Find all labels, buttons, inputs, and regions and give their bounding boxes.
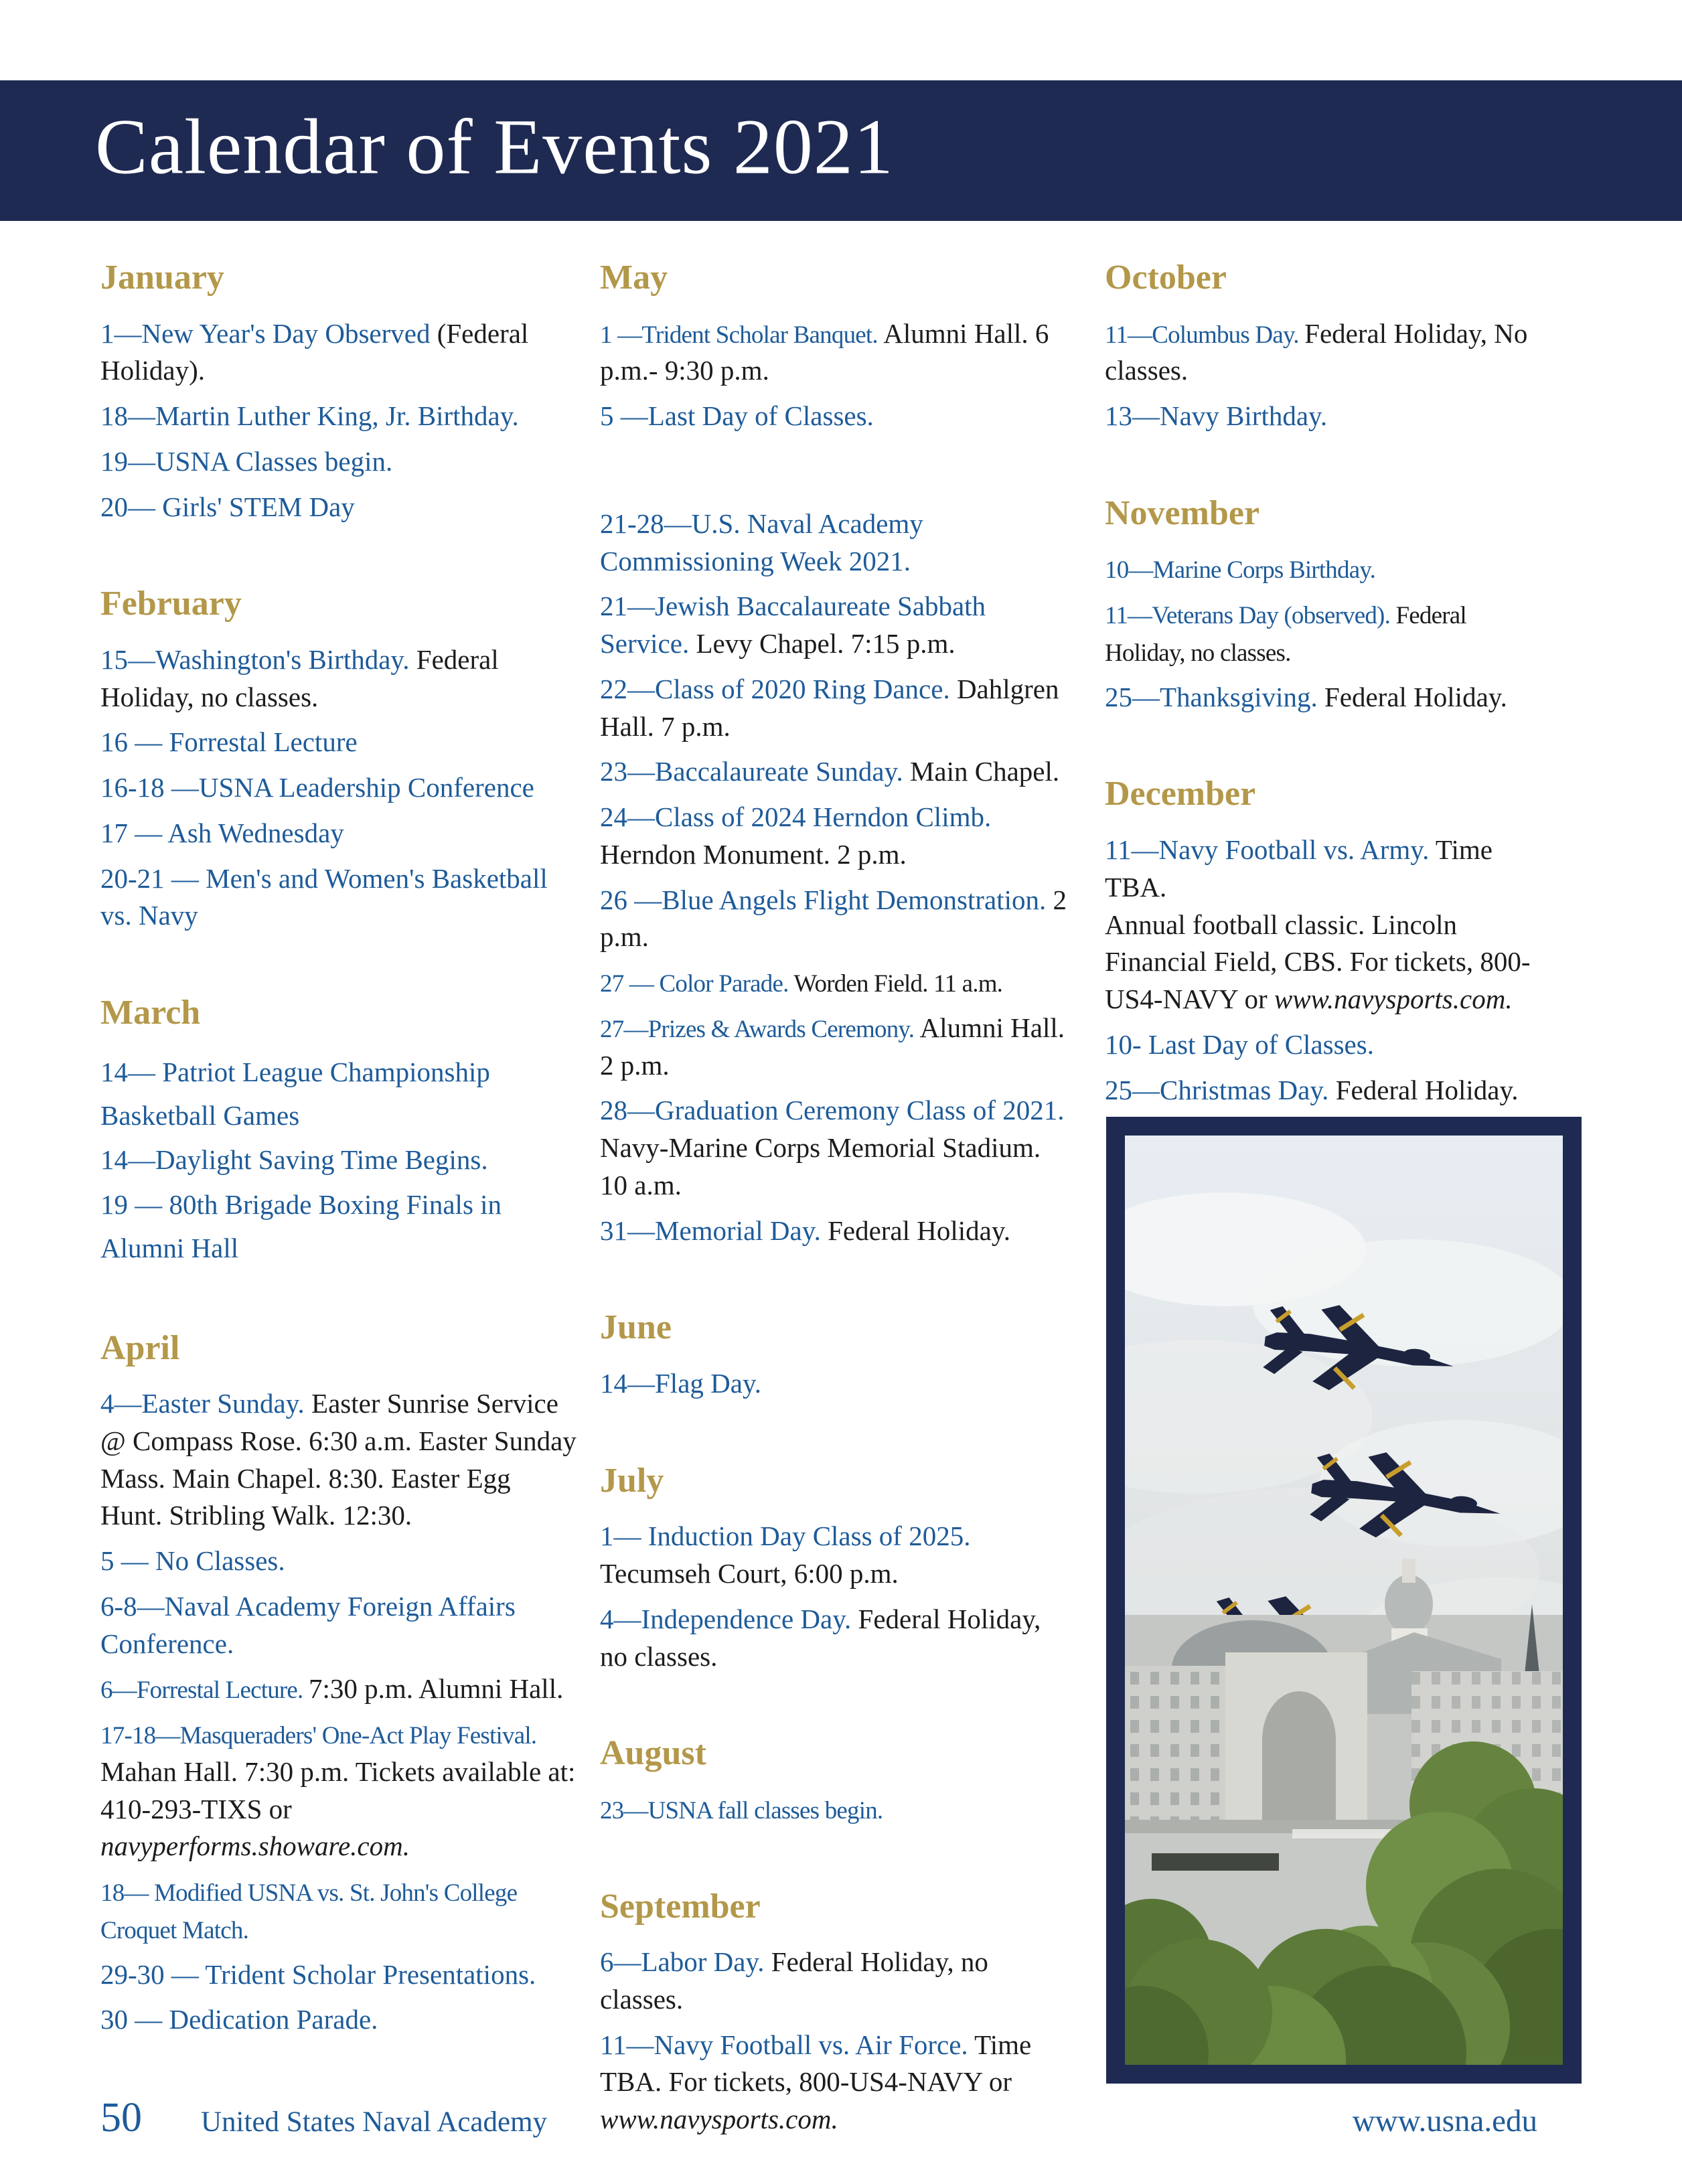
event-text: [600, 588, 1073, 663]
event-segment: Mahan Hall. 7:30 p.m. Tickets available at: 410-293-TIXS or: [100, 1756, 576, 1824]
event-segment: Federal Holiday, no classes.: [1105, 602, 1466, 667]
event-segment: 19 — 80th Brigade Boxing Finals in Alumni Hall: [100, 1189, 502, 1263]
event-segment: (Federal Holiday).: [100, 317, 529, 386]
event-segment: 1—New Year's Day Observed: [100, 317, 437, 349]
event-segment: 1 —Trident Scholar Banquet.: [600, 321, 884, 349]
event-segment: Time TBA. For tickets, 800-US4-NAVY or: [600, 2029, 1032, 2098]
event-text: [100, 1050, 577, 1138]
event-segment: Alumni Hall. 2 p.m.: [600, 1012, 1065, 1081]
event-text: [600, 1791, 1073, 1828]
event-segment: Easter Sunrise Service @ Compass Rose. 6:30 a.m. Easter Sunday Mass. Main Chapel. 8:30. Easter Egg Hunt. Stribling Walk. 12:30.: [100, 1388, 577, 1531]
month-heading-february: February: [100, 584, 242, 623]
event-text: [100, 489, 577, 526]
event-segment: 30 — Dedication Parade.: [100, 2004, 378, 2035]
month-heading-october: October: [1105, 258, 1227, 297]
footer-website: www.usna.edu: [1352, 2104, 1537, 2138]
event-segment: Navy-Marine Corps Memorial Stadium. 10 a.m.: [600, 1132, 1041, 1200]
event-segment: Federal Holiday, no classes.: [100, 643, 499, 712]
month-heading-august: August: [600, 1734, 706, 1773]
column-2: [600, 260, 1073, 2147]
event-segment: 18— Modified USNA vs. St. John's College Croquet Match.: [100, 1879, 518, 1944]
event-segment: Worden Field. 11 a.m.: [793, 970, 1003, 998]
event-segment: 29-30 — Trident Scholar Presentations.: [100, 1958, 536, 1990]
event-segment: 19—USNA Classes begin.: [100, 445, 393, 477]
footer: [100, 2094, 1537, 2142]
event-segment: 27 — Color Parade.: [600, 970, 794, 998]
month-heading-june: June: [600, 1308, 672, 1347]
title-banner: [0, 80, 1682, 221]
event-text: [100, 315, 577, 390]
event-segment: Federal Holiday.: [828, 1215, 1010, 1246]
blue-angels-photo: [1125, 1136, 1563, 2065]
month-heading-may: May: [600, 258, 668, 297]
event-segment: 18—Martin Luther King, Jr. Birthday.: [100, 400, 519, 432]
month-heading-march: March: [100, 994, 201, 1032]
event-text: [600, 799, 1073, 874]
event-text: [600, 1213, 1073, 1250]
event-segment: 14—Daylight Saving Time Begins.: [100, 1144, 488, 1176]
event-text: [1105, 398, 1545, 435]
event-text: [1105, 596, 1545, 671]
event-segment: Annual football classic. Lincoln Financial Field, CBS. For tickets, 800-US4-NAVY or: [1105, 909, 1531, 1015]
event-text: [100, 1716, 577, 1865]
event-segment: Alumni Hall. 6 p.m.- 9:30 p.m.: [600, 317, 1049, 386]
event-text: [600, 315, 1073, 390]
event-segment: Federal Holiday.: [1335, 1074, 1519, 1105]
event-segment: Federal Holiday, no classes.: [600, 1946, 988, 2015]
event-segment: 17 — Ash Wednesday: [100, 817, 344, 848]
month-heading-november: November: [1105, 493, 1260, 532]
event-text: [600, 753, 1073, 791]
event-segment: 25—Thanksgiving.: [1105, 681, 1324, 712]
event-segment: 22—Class of 2020 Ring Dance.: [600, 673, 957, 704]
event-text: [100, 443, 577, 481]
event-segment: 1— Induction Day Class of 2025.: [600, 1520, 971, 1552]
page-title: Calendar of Events 2021: [95, 102, 894, 191]
event-segment: Federal Holiday, no classes.: [600, 1603, 1041, 1672]
event-text: [100, 1956, 577, 1994]
event-segment: Tecumseh Court, 6:00 p.m.: [600, 1558, 899, 1589]
event-segment: Herndon Monument. 2 p.m.: [600, 838, 907, 870]
month-heading-january: January: [100, 258, 224, 297]
event-text: [100, 1183, 577, 1270]
column-3: [1105, 260, 1545, 1117]
event-text: [600, 1518, 1073, 1593]
event-text: [100, 1138, 577, 1182]
event-segment: 10—Marine Corps Birthday.: [1105, 556, 1376, 584]
event-text: [600, 882, 1073, 957]
event-segment: 21—Jewish Baccalaureate Sabbath Service.: [600, 591, 986, 659]
event-text: [100, 724, 577, 761]
event-text: [600, 1010, 1073, 1085]
event-text: [600, 1092, 1073, 1204]
event-segment: navyperforms.showare.com.: [100, 1830, 410, 1862]
footer-organization: United States Naval Academy: [201, 2106, 548, 2138]
event-segment: 25—Christmas Day.: [1105, 1074, 1336, 1105]
event-text: [1105, 1026, 1545, 1064]
event-text: [600, 671, 1073, 746]
event-segment: 11—Columbus Day.: [1105, 321, 1305, 349]
event-text: [100, 1543, 577, 1580]
event-segment: 31—Memorial Day.: [600, 1215, 828, 1246]
event-segment: Main Chapel.: [909, 756, 1060, 787]
event-text: [1105, 1072, 1545, 1109]
event-segment: 11—Navy Football vs. Army.: [1105, 834, 1436, 866]
event-text: [600, 1601, 1073, 1676]
event-segment: Levy Chapel. 7:15 p.m.: [696, 628, 955, 659]
event-segment: 10- Last Day of Classes.: [1105, 1028, 1374, 1060]
page-number: 50: [100, 2095, 142, 2140]
event-text: [100, 641, 577, 716]
event-segment: 5 —Last Day of Classes.: [600, 400, 874, 432]
event-segment: 26 —Blue Angels Flight Demonstration.: [600, 884, 1053, 915]
event-text: [1105, 679, 1545, 716]
event-segment: 17-18—Masqueraders' One-Act Play Festival.: [100, 1722, 537, 1750]
event-text: [600, 1365, 1073, 1403]
event-segment: 23—USNA fall classes begin.: [600, 1796, 883, 1824]
month-heading-december: December: [1105, 775, 1256, 813]
event-segment: 14— Patriot League Championship Basketball Games: [100, 1056, 490, 1131]
event-segment: Dahlgren Hall. 7 p.m.: [600, 673, 1059, 742]
event-segment: 20-21 — Men's and Women's Basketball vs. Navy: [100, 862, 548, 931]
event-text: [100, 815, 577, 852]
event-text: [600, 398, 1073, 435]
event-segment: 4—Independence Day.: [600, 1603, 858, 1634]
event-segment: 27—Prizes & Awards Ceremony.: [600, 1015, 920, 1043]
event-segment: 7:30 p.m. Alumni Hall.: [308, 1673, 564, 1705]
event-segment: 16-18 —USNA Leadership Conference: [100, 772, 534, 803]
event-segment: 14—Flag Day.: [600, 1367, 762, 1399]
event-segment: 16 — Forrestal Lecture: [100, 726, 358, 758]
event-text: [600, 505, 1073, 580]
event-segment: 28—Graduation Ceremony Class of 2021.: [600, 1095, 1065, 1126]
event-text: [100, 2001, 577, 2039]
event-segment: 21-28—U.S. Naval Academy Commissioning Week 2021.: [600, 508, 923, 576]
event-text: [600, 964, 1073, 1002]
event-segment: 4—Easter Sunday.: [100, 1388, 312, 1419]
event-segment: www.navysports.com.: [600, 2104, 838, 2135]
event-text: [1105, 832, 1545, 1018]
month-heading-april: April: [100, 1328, 180, 1367]
event-segment: 24—Class of 2024 Herndon Climb.: [600, 801, 992, 833]
event-text: [1105, 550, 1545, 588]
event-segment: 15—Washington's Birthday.: [100, 643, 416, 675]
event-segment: 5 — No Classes.: [100, 1545, 285, 1577]
event-segment: 6—Forrestal Lecture.: [100, 1676, 309, 1705]
event-segment: 6—Labor Day.: [600, 1946, 771, 1978]
event-segment: www.navysports.com.: [1274, 984, 1513, 1015]
event-segment: 20— Girls' STEM Day: [100, 491, 355, 522]
column-1: [100, 260, 577, 2047]
event-text: [100, 1385, 577, 1535]
event-segment: 23—Baccalaureate Sunday.: [600, 756, 910, 787]
event-text: [100, 860, 577, 935]
month-heading-july: July: [600, 1461, 664, 1500]
photo-frame: [1106, 1117, 1582, 2084]
event-segment: 2 p.m.: [600, 884, 1067, 953]
event-text: [100, 1873, 577, 1948]
event-text: [1105, 315, 1545, 390]
event-text: [600, 1944, 1073, 2019]
event-text: [100, 1588, 577, 1663]
event-segment: 13—Navy Birthday.: [1105, 400, 1328, 432]
event-text: [100, 769, 577, 807]
event-text: [100, 1670, 577, 1708]
month-heading-september: September: [600, 1887, 761, 1926]
event-segment: 11—Navy Football vs. Air Force.: [600, 2029, 975, 2060]
event-text: [100, 398, 577, 435]
event-segment: Federal Holiday, No classes.: [1105, 317, 1528, 386]
event-segment: 6-8—Naval Academy Foreign Affairs Conference.: [100, 1590, 516, 1659]
event-segment: 11—Veterans Day (observed).: [1105, 602, 1396, 630]
event-segment: Time TBA.: [1105, 834, 1493, 903]
event-segment: Federal Holiday.: [1324, 681, 1507, 712]
